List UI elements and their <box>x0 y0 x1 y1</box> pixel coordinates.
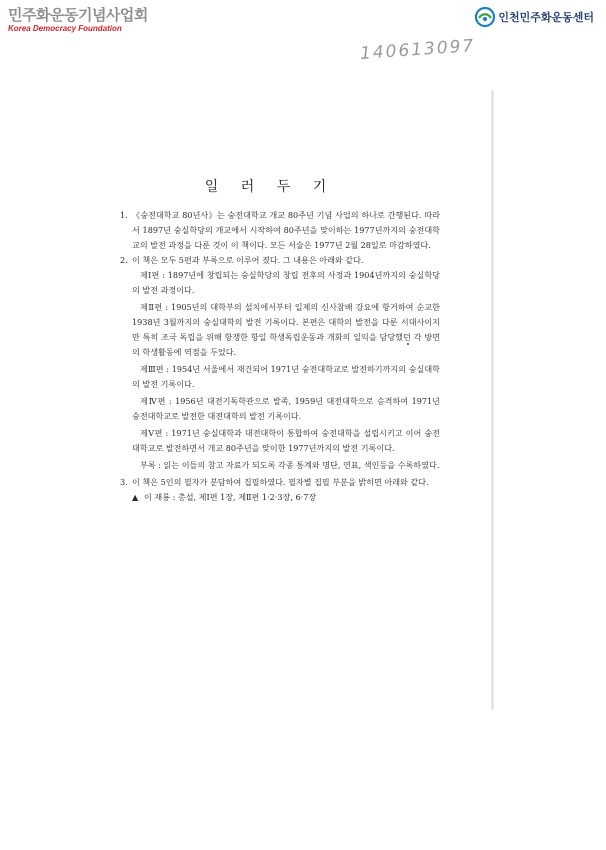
part-4-description: 제Ⅳ편 : 1956년 대전기독학관으로 발족, 1959년 대전대학으로 승격하여 1971년 숭전대학교로 발전한 대전대학의 발전 기록이다. <box>132 396 440 421</box>
part-1-description: 제Ⅰ편 : 1897년에 창립되는 숭실학당의 창립 전후의 사정과 1904년까지의 숭실학당의 발전 과정이다. <box>132 270 440 295</box>
part-3-description: 제Ⅲ편 : 1954년 서울에서 재건되어 1971년 숭전대학교로 발전하기까지의 숭실대학의 발전 기록이다. <box>132 364 440 389</box>
list-item-2 <box>120 253 440 268</box>
incheon-center-logo <box>475 7 594 27</box>
author-note <box>120 490 440 505</box>
item-number: 1. <box>120 210 128 220</box>
kdf-logo <box>8 6 148 34</box>
part-2-description: 제Ⅱ편 : 1905년의 대학부의 설치에서부터 일제의 신사참배 강요에 항거하여 순교한 1938년 3월까지의 숭실대학의 발전 기록이다. 본편은 대학의 발전을 다룬 시대사이지만 특히 조국 독립을 위해 항쟁한 항일 학생독립운동과 개화의 일익을 담당했던 각 방면의 학생활동에 역점을 두었다. <box>132 302 440 357</box>
triangle-bullet-icon: ▲ <box>132 492 139 502</box>
list-item-3 <box>120 475 440 490</box>
list-item-1 <box>120 208 440 253</box>
document-body <box>120 208 440 505</box>
item-number: 3. <box>120 477 128 487</box>
incheon-emblem-icon <box>475 7 495 27</box>
handwritten-code: 140613097 <box>359 36 476 64</box>
incheon-center-name: 인천민주화운동센터 <box>498 11 594 24</box>
page-title: 일 러 두 기 <box>204 179 336 195</box>
item-text: 이 책은 5인의 필자가 분담하여 집필하였다. 필자별 집필 부분을 밝히면 아래와 같다. <box>132 477 429 487</box>
kdf-logo-korean: 민주화운동기념사업회 <box>8 6 148 24</box>
author-note-text: 이 재룡 : 총설, 제Ⅰ편 1장, 제Ⅱ편 1·2·3장, 6·7장 <box>144 492 317 502</box>
part-5-description: 제Ⅴ편 : 1971년 숭실대학과 대전대학이 통합하여 숭전대학을 설립시키고 이어 숭전대학교로 발전하면서 개교 80주년을 맞이한 1977년까지의 발전 기록이다. <box>132 428 440 453</box>
item-text: 《숭전대학교 80년사》는 숭전대학교 개교 80주년 기념 사업의 하나로 간행된다. 따라서 1897년 숭실학당의 개교에서 시작하여 80주년을 맞이하는 1977년까지의 숭전대학교의 발전 과정을 다룬 것이 이 책이다. 모든 서술은 1977년 2월 28일로 마감하였다. <box>132 210 440 250</box>
item-text: 이 책은 모두 5편과 부록으로 이루어 졌다. 그 내용은 아래와 같다. <box>132 255 364 265</box>
kdf-logo-english: Korea Democracy Foundation <box>8 24 122 33</box>
appendix-description: 부록 : 읽는 이들의 참고 자료가 되도록 각종 통계와 명단, 연표, 색인등을 수록하였다. <box>140 460 440 470</box>
item-number: 2. <box>120 255 128 265</box>
